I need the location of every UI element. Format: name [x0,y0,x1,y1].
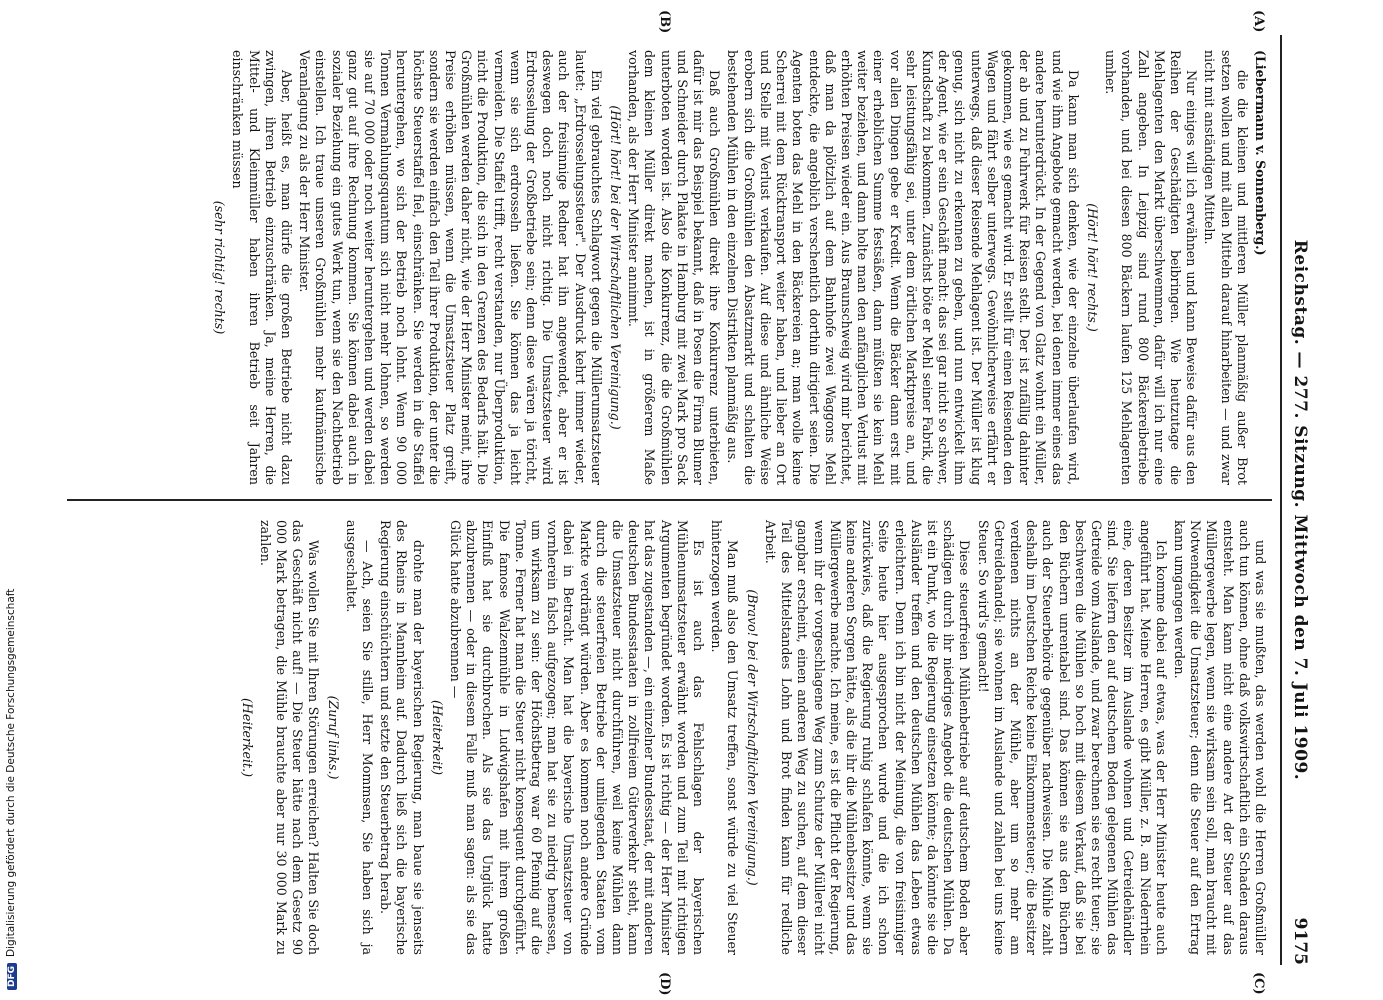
running-head [1280,35,1314,965]
session-title [1290,215,1310,805]
margin-mark-c: (C) [1251,972,1266,995]
dfg-logo-icon: DFG [7,963,17,990]
paragraph: Aber, heißt es, man dürfe die großen Betriebe nicht dazu zwingen, ihren Betrieb einzuschränken. Ja, meine Herren, die Mittel- und Kleinmüller haben ihren Betrieb seit Jahren einschränken müssen [230,50,295,485]
left-column [208,50,1268,485]
paragraph: Man muß also den Umsatz treffen, sonst würde zu viel Steuer hinterzogen werden. [709,520,741,955]
session-date: Mittwoch den 7. Juli 1909. [1290,514,1310,781]
interjection: (sehr richtig! rechts) [212,200,228,335]
paragraph: Ein viel gebrauchtes Schlagwort gegen die Müllerumsatzsteuer lautet: „Erdrosselungssteuer". Der Ausdruck kehrt immer wieder, auch der freisinnige Redner hat ihn angewendet, aber er ist deswegen doch noch nicht richtig. Die Umsatzsteuer wird Erdrosselung der Großbetriebe sein; denn diese wären ja töricht, wenn sie sich erdrosseln ließen. Sie können das ja leicht vermeiden. Die Staffel trifft, recht verstanden, nur Überproduktion, nicht die Produktion, die sich in den Grenzen des Bedarfs hält. Die Großmühlen werden daher nicht, wie der Herr Minister meint, ihre Preise erhöhen müssen, wenn die Umsatzsteuer Platz greift, sondern sie werden einfach den Teil ihrer Produktion, der unter die höchste Steuerstaffel fiel, einschränken. Sie werden in die Staffel heruntergehen, wo sich der Betrieb noch lohnt. Wenn 90 000 Tonnen Vermahlungsquantum sich nicht mehr lohnen, so werden sie auf 70 000 oder noch weiter heruntergehen und werden dabei ganz gut auf ihre Rechnung kommen. Sie können dabei auch in sozialer Beziehung ein gutes Werk tun, wenn sie den Nachtbetrieb einstellen. Ich traue unseren Großmühlen mehr kaufmännische Veranlagung zu als der Herr Minister. [297,50,604,485]
paragraph: Diese steuerfreien Mühlenbetriebe auf deutschem Boden aber schädigen durch ihr niedriges Angebot die deutschen Mühlen. Da ist ein Punkt, wo die Regierung einsetzen könnte; da könnte sie die Ausländer treffen und den deutschen Mühlen das Leben etwas erleichtern. Denn ich bin nicht der Meinung, die von freisinniger Seite heute hier ausgesprochen wurde und die ich schon zurückwies, daß die Regierung ruhig schlafen könnte, wenn sie keine anderen Sorgen hätte, als die ihr die Mühlenbesitzer und das Müllergewerbe machte. Ich meine, es ist die Pflicht der Regierung, wenn ihr der vorgeschlagene Weg zum Schutze der Müllerei nicht gangbar erscheint, einen anderen Weg zu suchen, auf dem dieser Teil des Mittelstandes Lohn und Brot finden kann für redliche Arbeit. [762,520,973,955]
chamber-session: Reichstag. — 277. Sitzung. [1290,239,1310,509]
margin-mark-b: (B) [657,10,672,34]
paragraph: Ich komme dabei auf etwas, was der Herr Minister heute auch angeführt hat. Meine Herren, es gibt Müller, z. B. am Niederrhein eine, deren Besitzer im Auslande wohnen und Getreidehändler sind. Sie liefern den auf deutschem Boden gelegenen Mühlen das Getreide vom Auslande, und zwar berechnen sie es recht teuer; sie beschweren die Mühlen so hoch mit diesem Verkauf, daß sie bei den Büchern unrentabel sind. Das können sie aus den Büchern auch der Steuerbehörde gegenüber nachweisen. Die Mühle zahlt deshalb im Deutschen Reiche keine Einkommensteuer; die Besitzer verdienen nichts an der Mühle, aber um so mehr am Getreidehandel; sie wohnen im Auslande und zahlen bei uns keine Steuer. So wird's gemacht! [975,520,1169,955]
paragraph: und was sie mußten, das werden wohl die Herren Großmüller auch tun können, ohne daß volkswirtschaftlich ein Schaden daraus entsteht. Man kann nicht eine andere Art der Steuer auf das Müllergewerbe legen, wenn sie wirksam sein soll, man braucht mit Notwendigkeit die Umsatzsteuer; denn die Steuer auf den Ertrag kann umgangen werden. [1171,520,1268,955]
paragraph: die die kleinen und mittleren Müller planmäßig außer Brot setzen wollen und mit allen Mitteln darauf hinarbeiten — und zwar nicht mit anständigen Mitteln. [1202,50,1250,485]
interjection: (Heiterkeit) [429,700,445,775]
credit-text: Digitalisierung gefördert durch die Deutsche Forschungsgemeinschaft [5,588,17,957]
paragraph: Da kann man sich denken, wie der einzelne überlaufen wird, und wie ihm Angebote gemacht werden, bei denen immer eines das andere herunterdrückt. In der Gegend von Glatz wohnt ein Müller, der ab und zu Fuhrwerk für Reisen stellt. Der ist zufällig dahinter gekommen, wie es gemacht wird. Er stellt für einen Reisenden den Wagen und fährt selber unterwegs. Gewöhnlicherweise erfährt er unterwegs, daß dieser Reisende Mehlagent ist. Der Müller ist klug genug, sich nicht zu erkennen zu geben, und nun entwickelt ihm der Agent, wie er sein Geschäft macht: das sei gar nicht so schwer, Kundschaft zu bekommen. Zunächst böte er Mehl seiner Fabrik, die sehr leistungsfähig sei, unter dem örtlichen Marktpreise an, und vor allen Dingen gebe er Kredit. Wenn die Bäcker dann erst mit einer erheblichen Summe festsäßen, dann müßten sie kein Mehl weiter beziehen, und dann holte man den anfänglichen Verlust mit erhöhten Preisen wieder ein. Aus Braunschweig wird mir berichtet, daß man da plötzlich auf dem Bahnhofe zwei Waggons Mehl entdeckte, die angeblich verschentlich dorthin dirigiert seien. Die Agenten boten das Mehl in den Bäckereien an; man wolle keine Scherrei mit dem Rücktransport weiter haben, und lieber an Ort und Stelle mit Verlust verkaufen. Auf diese und ähnliche Weise erobern sich die Großmühlen den Absatzmarkt und schalten die bestehenden Mühlen in den einzelnen Distrikten planmäßig aus. [725,50,1081,485]
margin-mark-a: (A) [1251,10,1266,33]
paragraph: Nur einiges will ich erwähnen und kann Beweise dafür aus den Reihen der Geschädigten beibringen. Wie heutzutage die Mehlagenten den Markt überschwemmen, dafür will ich nur eine Zahl angeben. In Leipzig sind rund 800 Bäckereibetriebe vorhanden, und bei diesen 800 Bäckern laufen 125 Mehlagenten umher. [1103,50,1200,485]
paragraph: Daß auch Großmühlen direkt ihre Konkurrenz unterbieten, dafür ist mir das Beispiel bekannt, daß in Posen die Firma Blumer und Schneider durch Plakate in Hamburg mit zwei Mark pro Sack unterboten worden ist. Also die Konkurrenz, die die Großmühlen dem kleinen Müller direkt machen, ist in größerem Maße vorhanden, als der Herr Minister annimmt. [626,50,723,485]
interjection: (Hört! hört! rechts.) [1084,203,1100,332]
paragraph: Was wollen Sie mit Ihren Störungen erreichen? Halten Sie doch das Geschäft nicht auf! — Die Steuer hätte nach dem Gesetz 90 000 Mark betragen, die Mühle brauchte aber nur 30 000 Mark zu zahlen. [257,520,322,955]
paragraph: — Ach, seien Sie stille, Herr Mommsen, Sie haben sich ja ausgeschaltet. [343,520,376,955]
paragraph: drohte man der bayerischen Regierung, man baue sie jenseits des Rheins in Mannheim auf. Dadurch ließ sich die bayerische Regierung einschüchtern und setzte den Steuerbetrag herab. [378,520,426,955]
speaker-name: (Liebermann v. Sonnenberg.) [1253,50,1268,256]
right-column [235,520,1268,955]
margin-mark-d: (D) [657,972,672,996]
column-divider [67,499,1272,501]
page-number: 9175 [1290,917,1310,965]
paragraph: Es ist auch das Fehlschlagen der bayerischen Mühlenumsatzsteuer erwähnt worden und zum Teil mit richtigen Argumenten begründet worden. Es ist richtig — der Herr Minister hat das zugestanden —, ein einzelner Bundesstaat, der mit anderen deutschen Bundesstaaten in zollfreiem Güterverkehr steht, kann die Umsatzsteuer nicht durchführen, weil keine Mühlen dann durch die steuerfreien Betriebe der umliegenden Staaten vom Markte verdrängt würden. Aber es kommen noch andere Gründe dabei in Betracht. Man hat die bayerische Umsatzsteuer von vornherein falsch aufgezogen; man hat sie zu niedrig bemessen, um wirksam zu sein: der Höchstbetrag war 60 Pfennig auf die Tonne. Ferner hat man die Steuer nicht konsequent durchgeführt. Die famose Walzenmühle in Ludwigshafen mit ihrem großen Einfluß hat sie durchbrochen. Als sie das Unglück hatte abzubrennen — oder in diesem Falle muß man sagen: als sie das Glück hatte abzubrennen — [448,520,707,955]
digitization-credit [5,0,17,990]
interjection: (Heiterkeit.) [239,698,255,777]
rotated-newspaper-page [40,0,1340,1000]
interjection: (Zuruf links.) [325,695,341,780]
interjection: (Hört! hört! bei der Wirtschaftlichen Vereinigung.) [608,105,624,430]
interjection: (Bravo! bei der Wirtschaftlichen Vereinigung.) [744,589,760,886]
